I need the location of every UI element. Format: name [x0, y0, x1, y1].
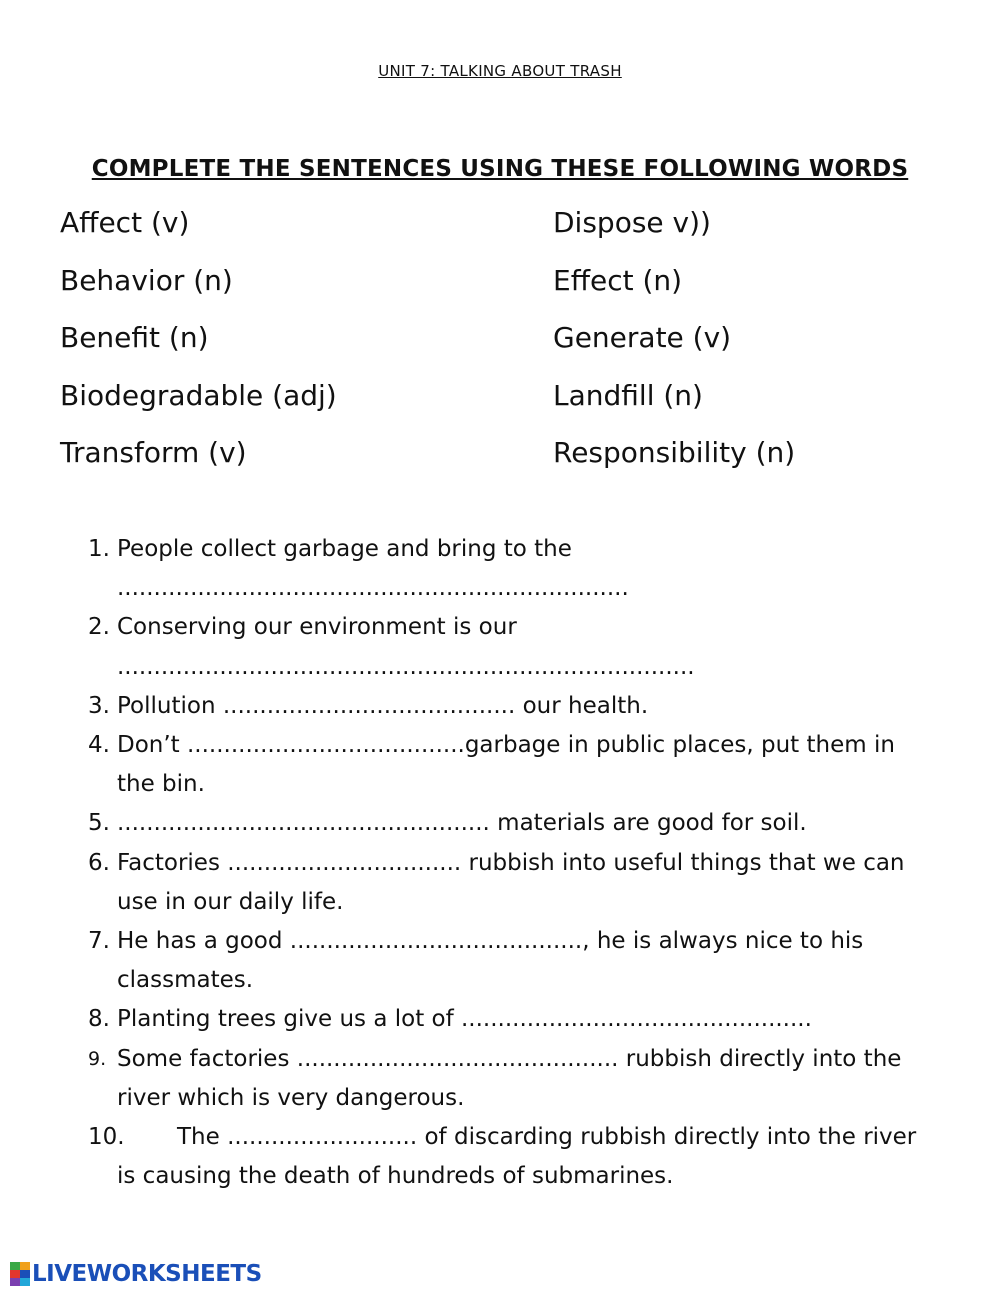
word-bank-item: Landfill (n) — [553, 378, 703, 412]
exercise-number: 6. — [88, 849, 110, 876]
exercise-number: 4. — [88, 732, 110, 759]
word-bank-item: Transform (v) — [60, 436, 247, 469]
exercise-number: 10. — [88, 1124, 125, 1151]
word-bank-row — [60, 206, 960, 264]
exercise-item — [88, 1000, 938, 1039]
exercise-text: Pollution ........................................ our health. — [117, 692, 649, 719]
exercise-number: 3. — [88, 692, 110, 719]
exercise-item — [88, 530, 938, 608]
word-bank-item: Behavior (n) — [60, 263, 233, 297]
exercise-number: 5. — [88, 810, 110, 837]
exercise-item — [88, 1040, 938, 1118]
exercise-number: 1. — [88, 536, 110, 562]
unit-title: UNIT 7: TALKING ABOUT TRASH — [378, 62, 622, 80]
word-bank-item: Benefit (n) — [60, 321, 209, 354]
word-bank-row — [60, 321, 960, 379]
liveworksheets-icon — [10, 1262, 30, 1286]
exercise-item — [88, 726, 938, 804]
word-bank-item: Affect (v) — [60, 206, 190, 239]
exercise-item — [88, 804, 938, 843]
instruction-heading: COMPLETE THE SENTENCES USING THESE FOLLOWING WORDS — [91, 156, 909, 182]
exercise-text: The .......................... of discarding rubbish directly into the river is causing the death of hundreds of submarines. — [117, 1124, 917, 1190]
word-bank-row — [60, 379, 960, 437]
exercise-item — [88, 1118, 938, 1196]
exercise-number: 7. — [88, 928, 110, 955]
word-bank-row — [60, 264, 960, 322]
word-bank-item: Biodegradable (adj) — [60, 378, 337, 412]
exercise-item — [88, 608, 938, 686]
exercise-item — [88, 687, 938, 726]
exercise-number: 2. — [88, 614, 110, 641]
logo-text: LIVEWORKSHEETS — [32, 1261, 262, 1287]
exercise-text: Don’t ......................................garbage in public places, put them in the bin. — [117, 732, 895, 798]
word-bank-item: Dispose v)) — [553, 206, 711, 239]
word-bank-item: Generate (v) — [553, 321, 732, 354]
word-bank — [60, 206, 960, 494]
exercise-number: 8. — [88, 1006, 110, 1033]
exercise-text: ................................................... materials are good for soil. — [117, 810, 807, 837]
exercise-text: He has a good ........................................, he is always nice to his classmates. — [117, 928, 864, 994]
word-bank-row — [60, 436, 960, 494]
exercise-item — [88, 844, 938, 922]
word-bank-item: Responsibility (n) — [553, 436, 796, 469]
exercise-text: Conserving our environment is our ............................................................................... — [117, 614, 695, 680]
exercise-list — [88, 530, 938, 1196]
exercise-item — [88, 922, 938, 1000]
exercise-text: Factories ................................ rubbish into useful things that we can use in our daily life. — [117, 849, 905, 915]
exercise-number: 9. — [88, 1047, 107, 1070]
liveworksheets-logo — [10, 1261, 262, 1287]
exercise-text: Some factories ............................................ rubbish directly into the river which is very dangerous. — [117, 1045, 902, 1111]
word-bank-item: Effect (n) — [553, 263, 683, 297]
exercise-text: Planting trees give us a lot of ................................................ — [117, 1006, 812, 1033]
exercise-text: People collect garbage and bring to the ...................................................................... — [117, 536, 629, 602]
